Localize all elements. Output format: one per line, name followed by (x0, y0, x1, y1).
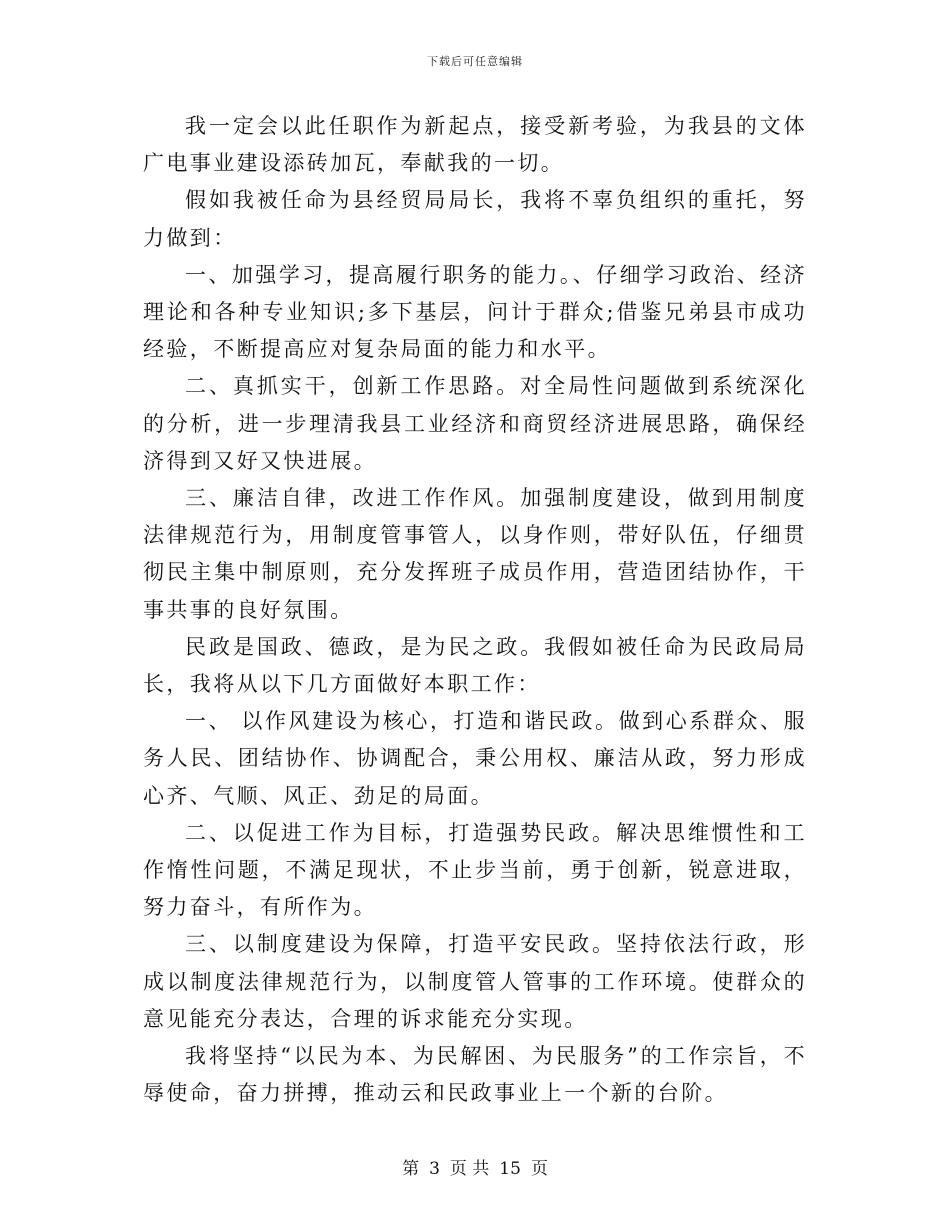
paragraph-9: 三、以制度建设为保障，打造平安民政。坚持依法行政，形成以制度法律规范行为，以制度管人管事的工作环境。使群众的意见能充分表达，合理的诉求能充分实现。 (143, 932, 807, 1031)
page-header-note: 下载后可任意编辑 (427, 55, 523, 68)
paragraph-10: 我将坚持“以民为本、为民解困、为民服务”的工作宗旨，不辱使命，奋力拼搏，推动云和民政事业上一个新的台阶。 (143, 1044, 807, 1106)
paragraph-6: 民政是国政、德政，是为民之政。我假如被任命为民政局局长，我将从以下几方面做好本职工作： (143, 634, 807, 697)
current-page-number: 3 (429, 1159, 440, 1179)
paragraph-5: 三、廉洁自律，改进工作作风。加强制度建设，做到用制度法律规范行为，用制度管事管人，以身作则，带好队伍，仔细贯彻民主集中制原则，充分发挥班子成员作用，营造团结协作，干事共事的良好氛围。 (143, 486, 807, 622)
total-page-count: 15 (499, 1159, 521, 1179)
paragraph-2: 假如我被任命为县经贸局局长，我将不辜负组织的重托，努力做到： (143, 188, 807, 250)
footer-prefix: 第 (402, 1159, 420, 1179)
paragraph-8: 二、以促进工作为目标，打造强势民政。解决思维惯性和工作惰性问题，不满足现状，不止步当前，勇于创新，锐意进取，努力奋斗，有所作为。 (143, 820, 807, 920)
paragraph-4: 二、真抓实干，创新工作思路。对全局性问题做到系统深化的分析，进一步理清我县工业经济和商贸经济进展思路，确保经济得到又好又快进展。 (143, 374, 807, 473)
paragraph-1: 我一定会以此任职作为新起点，接受新考验，为我县的文体广电事业建设添砖加瓦，奉献我的一切。 (143, 114, 807, 176)
page-number-footer (0, 1154, 950, 1179)
footer-suffix: 页 (530, 1159, 548, 1179)
paragraph-7: 一、 以作风建设为核心，打造和谐民政。做到心系群众、服务人民、团结协作、协调配合，秉公用权、廉洁从政，努力形成心齐、气顺、风正、劲足的局面。 (143, 709, 807, 808)
paragraph-3: 一、加强学习，提高履行职务的能力。、仔细学习政治、经济理论和各种专业知识;多下基层，问计于群众;借鉴兄弟县市成功经验，不断提高应对复杂局面的能力和水平。 (143, 262, 807, 362)
footer-middle: 页 共 (449, 1159, 490, 1179)
document-body (143, 108, 807, 1112)
